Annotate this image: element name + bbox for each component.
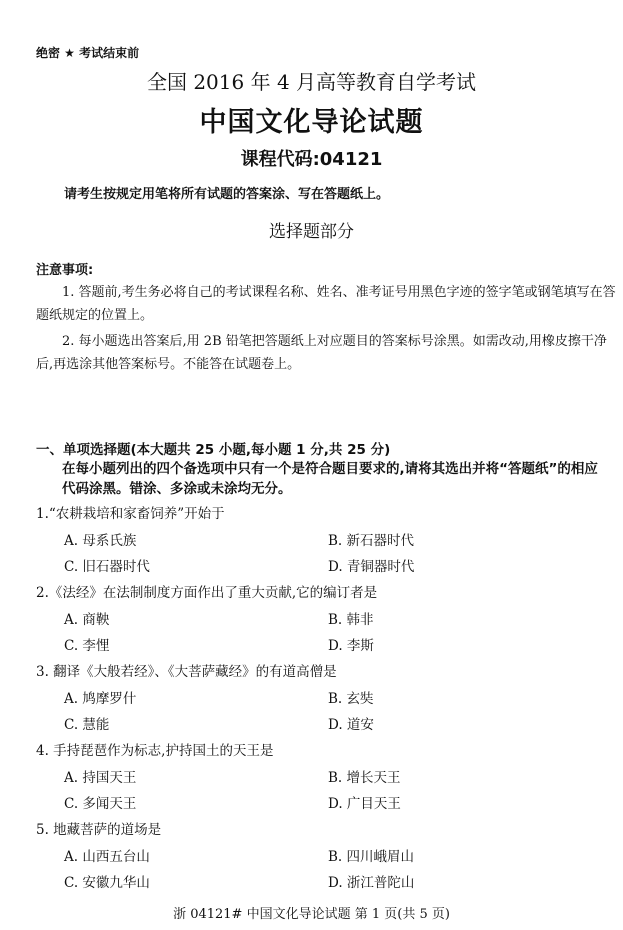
course-code: 课程代码:04121 bbox=[240, 149, 383, 170]
option-d: D. 李斯 bbox=[328, 638, 374, 654]
notes-heading: 注意事项: bbox=[36, 263, 94, 278]
question-text: 2.《法经》在法制制度方面作出了重大贡献,它的编订者是 bbox=[36, 585, 378, 601]
answer-instruction: 请考生按规定用笔将所有试题的答案涂、写在答题纸上。 bbox=[64, 187, 390, 202]
question-text: 4. 手持琵琶作为标志,护持国土的天王是 bbox=[36, 743, 274, 759]
option-a: A. 商鞅 bbox=[64, 612, 110, 628]
question-text: 3. 翻译《大般若经》、《大菩萨藏经》的有道高僧是 bbox=[36, 664, 337, 680]
option-c: C. 慧能 bbox=[64, 717, 110, 733]
option-a: A. 持国天王 bbox=[64, 770, 137, 786]
option-d: D. 广目天王 bbox=[328, 796, 401, 812]
option-d: D. 浙江普陀山 bbox=[328, 875, 415, 891]
question-text: 5. 地藏菩萨的道场是 bbox=[36, 822, 162, 838]
option-a: A. 鸠摩罗什 bbox=[64, 691, 137, 707]
option-b: B. 韩非 bbox=[328, 612, 374, 628]
note-item: 1. 答题前,考生务必将自己的考试课程名称、姓名、准考证号用黑色字迹的签字笔或钢笔填写在答题纸规定的位置上。 bbox=[36, 285, 616, 323]
option-a: A. 母系氏族 bbox=[64, 533, 137, 549]
option-b: B. 玄奘 bbox=[328, 691, 374, 707]
paper-title: 中国文化导论试题 bbox=[199, 107, 424, 138]
option-c: C. 旧石器时代 bbox=[64, 559, 150, 575]
option-b: B. 四川峨眉山 bbox=[328, 849, 415, 865]
option-a: A. 山西五台山 bbox=[64, 849, 150, 865]
option-b: B. 新石器时代 bbox=[328, 533, 415, 549]
option-c: C. 李悝 bbox=[64, 638, 110, 654]
section-title: 一、单项选择题(本大题共 25 小题,每小题 1 分,共 25 分) bbox=[36, 442, 391, 458]
option-d: D. 道安 bbox=[328, 717, 374, 733]
page-footer: 浙 04121# 中国文化导论试题 第 1 页(共 5 页) bbox=[173, 907, 450, 922]
note-item: 2. 每小题选出答案后,用 2B 铅笔把答题纸上对应题目的答案标号涂黑。如需改动,用橡皮擦干净后,再选涂其他答案标号。不能答在试题卷上。 bbox=[36, 334, 607, 372]
part-title: 选择题部分 bbox=[269, 222, 354, 242]
section-instruction: 在每小题列出的四个备选项中只有一个是符合题目要求的,请将其选出并将“答题纸”的相应代码涂黑。错涂、多涂或未涂均无分。 bbox=[62, 461, 598, 497]
option-d: D. 青铜器时代 bbox=[328, 559, 415, 575]
exam-title: 全国 2016 年 4 月高等教育自学考试 bbox=[146, 70, 477, 94]
option-b: B. 增长天王 bbox=[328, 770, 401, 786]
option-c: C. 多闻天王 bbox=[64, 796, 137, 812]
option-c: C. 安徽九华山 bbox=[64, 875, 150, 891]
secret-label: 绝密 ★ 考试结束前 bbox=[36, 46, 140, 60]
question-text: 1.“农耕栽培和家畜饲养”开始于 bbox=[36, 506, 225, 522]
